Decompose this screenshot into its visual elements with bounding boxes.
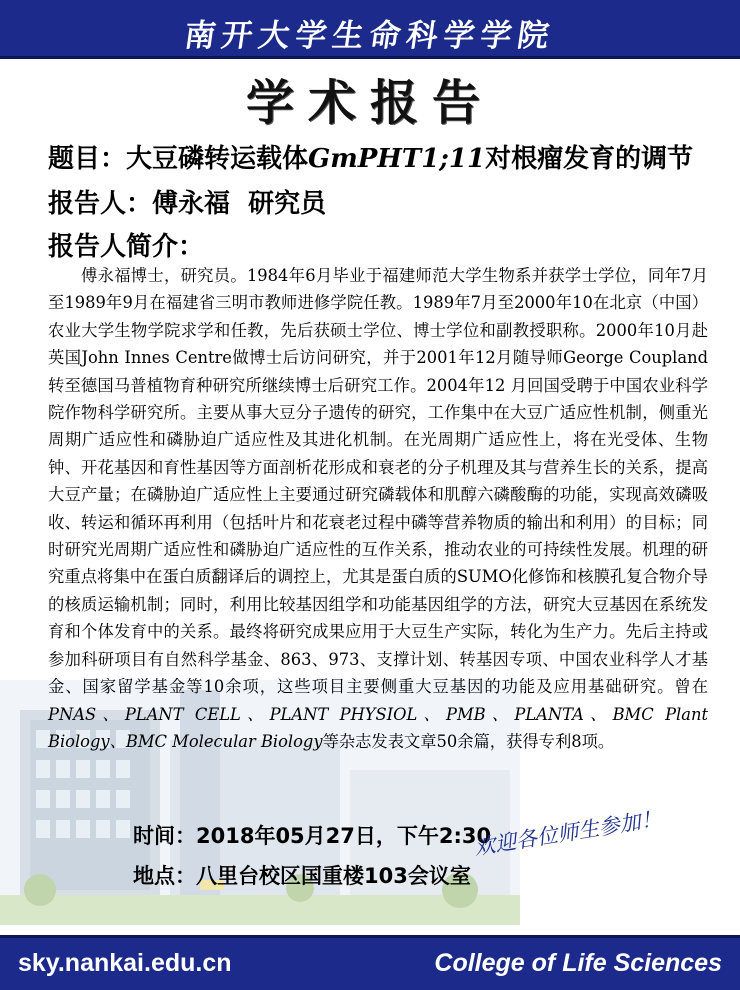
welcome-slogan: 欢迎各位师生参加！ xyxy=(472,806,664,860)
talk-title-label: 题目： xyxy=(48,144,127,174)
bio-journals: PNAS、PLANT CELL、PLANT PHYSIOL、PMB、PLANTA、BMC Plant Biology、BMC Molecular Biology xyxy=(48,704,708,751)
time-value: 2018年05月27日，下午2:30 xyxy=(196,824,492,848)
place-label: 地点： xyxy=(133,864,196,888)
bio-text-part1: 傅永福博士，研究员。1984年6月毕业于福建师范大学生物系并获学士学位，同年7月至1989年9月在福建省三明市教师进修学院任教。1989年7月至2000年10在北京（中国）农业大学生物学院求学和任教，先后获硕士学位、博士学位和副教授职称。2000年10月赴英国John Innes Centre做博士后访问研究，并于2001年12月随导师George Coupland转至德国马普植物育种研究所继续博士后研究工作。2004年12 月回国受聘于中国农业科学院作物科学研究所。主要从事大豆分子遗传的研究，工作集中在大豆广适应性机制，侧重光周期广适应性和磷胁迫广适应性及其进化机制。在光周期广适应性上，将在光受体、生物钟、开花基因和育性基因等方面剖析花形成和衰老的分子机理及其与营养生长的关系，提高大豆产量；在磷胁迫广适应性上主要通过研究磷载体和肌醇六磷酸酶的功能，实现高效磷吸收、转运和循环再利用（包括叶片和花衰老过程中磷等营养物质的输出和利用）的目标；同时研究光周期广适应性和磷胁迫广适应性的互作关系，推动农业的可持续性发展。机理的研究重点将集中在蛋白质翻译后的调控上，尤其是蛋白质的SUMO化修饰和核膜孔复合物介导的核质运输机制；同时，利用比较基因组学和功能基因组学的方法，研究大豆基因在系统发育和个体发育中的关系。最终将研究成果应用于大豆生产实际，转化为生产力。先后主持或参加科研项目有自然科学基金、863、973、支撑计划、转基因专项、中国农业科学人才基金、国家留学基金等10余项，这些项目主要侧重大豆基因的功能及应用基础研究。曾在 xyxy=(48,266,708,697)
talk-title-suffix: 对根瘤发育的调节 xyxy=(485,144,694,174)
talk-title xyxy=(48,138,693,175)
header-banner xyxy=(0,0,740,59)
speaker-label: 报告人： xyxy=(48,189,153,219)
talk-time xyxy=(133,820,491,850)
speaker-name: 傅永福 xyxy=(152,189,231,219)
talk-place xyxy=(133,860,471,890)
bio-text xyxy=(48,262,708,755)
talk-title-gene: GmPHT1;11 xyxy=(308,144,486,174)
talk-title-prefix: 大豆磷转运载体 xyxy=(126,144,309,174)
poster-heading: 学术报告 xyxy=(245,75,494,131)
speaker-line xyxy=(48,183,326,220)
institution-name: 南开大学生命科学学院 xyxy=(181,18,558,54)
place-value: 八里台校区国重楼103会议室 xyxy=(196,864,471,888)
bio-heading: 报告人简介： xyxy=(48,232,205,262)
speaker-role: 研究员 xyxy=(248,189,327,219)
time-label: 时间： xyxy=(133,824,196,848)
website-url[interactable]: sky.nankai.edu.cn xyxy=(18,949,232,977)
bio-text-part2: 等杂志发表文章50余篇，获得专利8项。 xyxy=(322,731,615,751)
footer-banner xyxy=(0,935,740,990)
college-name: College of Life Sciences xyxy=(434,949,722,977)
